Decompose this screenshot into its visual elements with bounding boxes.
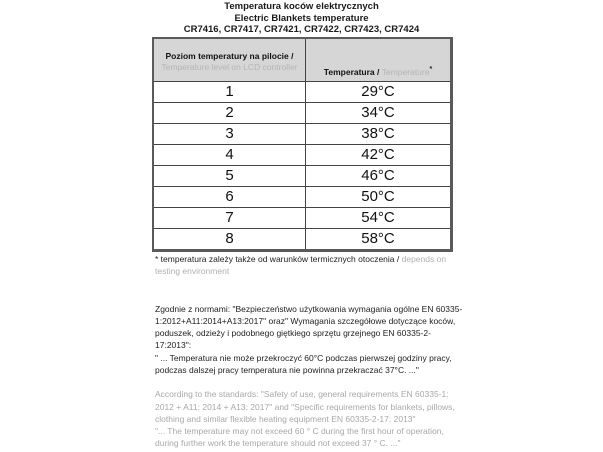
temp-cell: 54°C: [306, 207, 451, 228]
title-english: Electric Blankets temperature: [234, 12, 369, 24]
footnote-en: depends on testing environment: [155, 253, 447, 276]
temp-cell: 34°C: [306, 102, 451, 123]
table-row: [154, 144, 450, 165]
level-cell: 6: [154, 186, 306, 207]
table-row: [154, 186, 450, 207]
header-level-en: Temperature level on LCD controller: [161, 61, 298, 72]
header-temp-en: Temperature: [381, 66, 430, 77]
standards-intro-pl: Zgodnie z normami: "Bezpieczeństwo użytkowania wymagania ogólne EN 60335-1:2012+A11:2014+A13:2017" oraz" Wymagania szczegółowe dotyczące koców, poduszek, odzieży i podobnego giętkiego sprzętu grzejnego EN 60335-2-17:2013":: [155, 303, 463, 351]
footnote: [155, 253, 455, 277]
level-cell: 1: [154, 81, 306, 102]
temp-cell: 50°C: [306, 186, 451, 207]
header-temp-pl: Temperatura /: [323, 66, 382, 77]
standards-note-polish: [155, 303, 465, 377]
asterisk-mark: *: [429, 65, 433, 73]
standards-intro-en: According to the standards: "Safety of use, general requirements EN 60335-1: 2012 + A11: 2014 + A13: 2017" and "Specific requirements for blankets, pillows, clothing and similar flexible heating equipment EN 60335-2-17: 2013": [155, 389, 455, 424]
model-list: CR7416, CR7417, CR7421, CR7422, CR7423, CR7424: [183, 24, 420, 35]
temp-cell: 58°C: [361, 229, 395, 247]
header-temperature: [306, 39, 451, 82]
level-cell: 8: [154, 228, 306, 249]
header-level-pl: Poziom temperatury na pilocie /: [165, 50, 294, 61]
temperature-table: [152, 37, 453, 252]
table-row: [154, 102, 450, 123]
level-cell: 5: [154, 165, 306, 186]
temp-cell: 42°C: [306, 144, 451, 165]
title-polish: Temperatura koców elektrycznych: [224, 1, 379, 12]
standards-note-english: [155, 388, 465, 451]
table-row: [154, 228, 450, 249]
footnote-pl: * temperatura zależy także od warunków termicznych otoczenia /: [155, 253, 402, 264]
standards-quote-en: "... The temperature may not exceed 60 ° C during the first hour of operation, during further work the temperature should not exceed 37 ° C. ...": [155, 426, 444, 449]
standards-quote-pl: " ... Temperatura nie może przekroczyć 60°C podczas pierwszej godziny pracy, podczas dalszej pracy temperatura nie powinna przekraczać 37°C. ...": [155, 352, 452, 375]
level-cell: 4: [154, 144, 306, 165]
temp-cell: 46°C: [306, 165, 451, 186]
header-level: [154, 39, 306, 82]
table-header-row: [154, 39, 450, 82]
level-cell: 3: [154, 123, 306, 144]
table-row: [154, 165, 450, 186]
level-cell: 7: [154, 207, 306, 228]
level-cell: 2: [154, 102, 306, 123]
table-row: [154, 207, 450, 228]
temp-cell: 29°C: [306, 81, 451, 102]
temp-cell: 38°C: [306, 123, 451, 144]
table-row: [154, 123, 450, 144]
table-row: [154, 81, 450, 102]
document-header: [0, 1, 603, 36]
